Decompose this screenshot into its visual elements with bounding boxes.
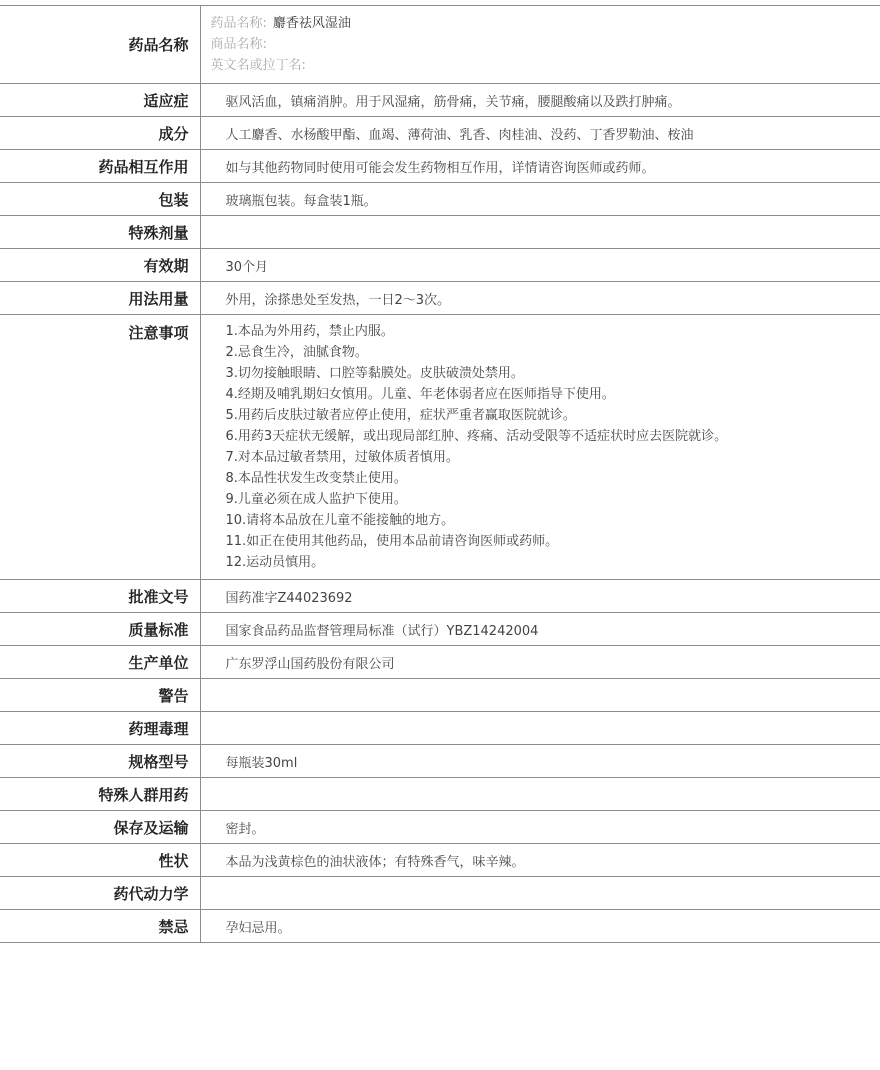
precaution-item: 12.运动员慎用。 — [225, 555, 325, 570]
field-label: 药理毒理 — [0, 712, 200, 745]
field-label: 警告 — [0, 679, 200, 712]
field-value: 广东罗浮山国药股份有限公司 — [225, 656, 395, 672]
table-row — [0, 84, 880, 117]
field-label: 质量标准 — [0, 613, 200, 646]
table-row — [0, 282, 880, 315]
field-value — [200, 712, 880, 745]
precaution-item: 2.忌食生冷，油腻食物。 — [225, 345, 368, 360]
drug-info-sheet — [0, 5, 880, 943]
table-row — [0, 117, 880, 150]
precaution-item: 3.切勿接触眼睛、口腔等黏膜处。皮肤破溃处禁用。 — [225, 366, 524, 381]
field-value: 孕妇忌用。 — [225, 920, 291, 936]
trade-name-key: 商品名称: — [210, 37, 267, 52]
field-label: 用法用量 — [0, 282, 200, 315]
precaution-item: 4.经期及哺乳期妇女慎用。儿童、年老体弱者应在医师指导下使用。 — [225, 387, 615, 402]
english-name-key: 英文名或拉丁名: — [210, 58, 306, 73]
field-label: 特殊人群用药 — [0, 778, 200, 811]
precaution-item: 7.对本品过敏者禁用，过敏体质者慎用。 — [225, 450, 459, 465]
precaution-item: 5.用药后皮肤过敏者应停止使用，症状严重者赢取医院就诊。 — [225, 408, 576, 423]
drug-name-cell — [200, 6, 880, 84]
english-name-line — [211, 55, 880, 76]
field-value: 如与其他药物同时使用可能会发生药物相互作用，详情请咨询医师或药师。 — [225, 160, 655, 176]
drug-info-table-body — [0, 6, 880, 943]
drug-name-label: 药品名称 — [0, 6, 200, 84]
generic-name-value: 麝香祛风湿油 — [272, 16, 351, 31]
table-row — [0, 844, 880, 877]
field-label: 成分 — [0, 117, 200, 150]
precaution-item: 1.本品为外用药，禁止内服。 — [225, 324, 394, 339]
field-value: 本品为浅黄棕色的油状液体；有特殊香气，味辛辣。 — [225, 854, 525, 870]
precaution-item: 11.如正在使用其他药品，使用本品前请咨询医师或药师。 — [225, 534, 559, 549]
field-label: 药品相互作用 — [0, 150, 200, 183]
field-label: 有效期 — [0, 249, 200, 282]
field-label: 特殊剂量 — [0, 216, 200, 249]
field-label: 性状 — [0, 844, 200, 877]
table-row — [0, 216, 880, 249]
table-row — [0, 877, 880, 910]
table-row — [0, 811, 880, 844]
drug-info-table — [0, 5, 880, 943]
field-value: 外用，涂搽患处至发热，一日2～3次。 — [225, 292, 451, 308]
table-row — [0, 646, 880, 679]
field-label: 适应症 — [0, 84, 200, 117]
generic-name-key: 药品名称: — [210, 16, 267, 31]
field-label: 药代动力学 — [0, 877, 200, 910]
table-row — [0, 613, 880, 646]
field-value — [200, 216, 880, 249]
field-value — [200, 679, 880, 712]
field-label: 批准文号 — [0, 580, 200, 613]
precaution-item: 9.儿童必须在成人监护下使用。 — [225, 492, 407, 507]
field-value: 密封。 — [225, 821, 265, 837]
table-row — [0, 249, 880, 282]
precautions-label: 注意事项 — [0, 315, 200, 580]
field-label: 保存及运输 — [0, 811, 200, 844]
field-value: 国药准字Z44023692 — [225, 590, 353, 606]
field-value: 国家食品药品监督管理局标准（试行）YBZ14242004 — [225, 623, 539, 639]
table-row — [0, 679, 880, 712]
field-label: 规格型号 — [0, 745, 200, 778]
table-row — [0, 745, 880, 778]
precautions-row — [0, 315, 880, 580]
field-value: 人工麝香、水杨酸甲酯、血竭、薄荷油、乳香、肉桂油、没药、丁香罗勒油、桉油 — [225, 127, 694, 143]
precautions-list — [200, 315, 880, 580]
table-row — [0, 712, 880, 745]
precaution-item: 8.本品性状发生改变禁止使用。 — [225, 471, 407, 486]
field-value — [200, 778, 880, 811]
field-label: 生产单位 — [0, 646, 200, 679]
table-row — [0, 580, 880, 613]
trade-name-line — [211, 34, 880, 55]
drug-name-row — [0, 6, 880, 84]
table-row — [0, 778, 880, 811]
table-row — [0, 910, 880, 943]
field-value: 每瓶装30ml — [225, 755, 298, 771]
field-value — [200, 877, 880, 910]
field-label: 禁忌 — [0, 910, 200, 943]
field-value: 玻璃瓶包装。每盒装1瓶。 — [225, 193, 377, 209]
table-row — [0, 183, 880, 216]
field-label: 包装 — [0, 183, 200, 216]
field-value: 驱风活血，镇痛消肿。用于风湿痛，筋骨痛，关节痛，腰腿酸痛以及跌打肿痛。 — [225, 94, 681, 110]
generic-name-line — [211, 13, 880, 34]
precaution-item: 10.请将本品放在儿童不能接触的地方。 — [225, 513, 455, 528]
field-value: 30个月 — [225, 259, 269, 275]
precaution-item: 6.用药3天症状无缓解，或出现局部红肿、疼痛、活动受限等不适症状时应去医院就诊。 — [225, 429, 728, 444]
table-row — [0, 150, 880, 183]
